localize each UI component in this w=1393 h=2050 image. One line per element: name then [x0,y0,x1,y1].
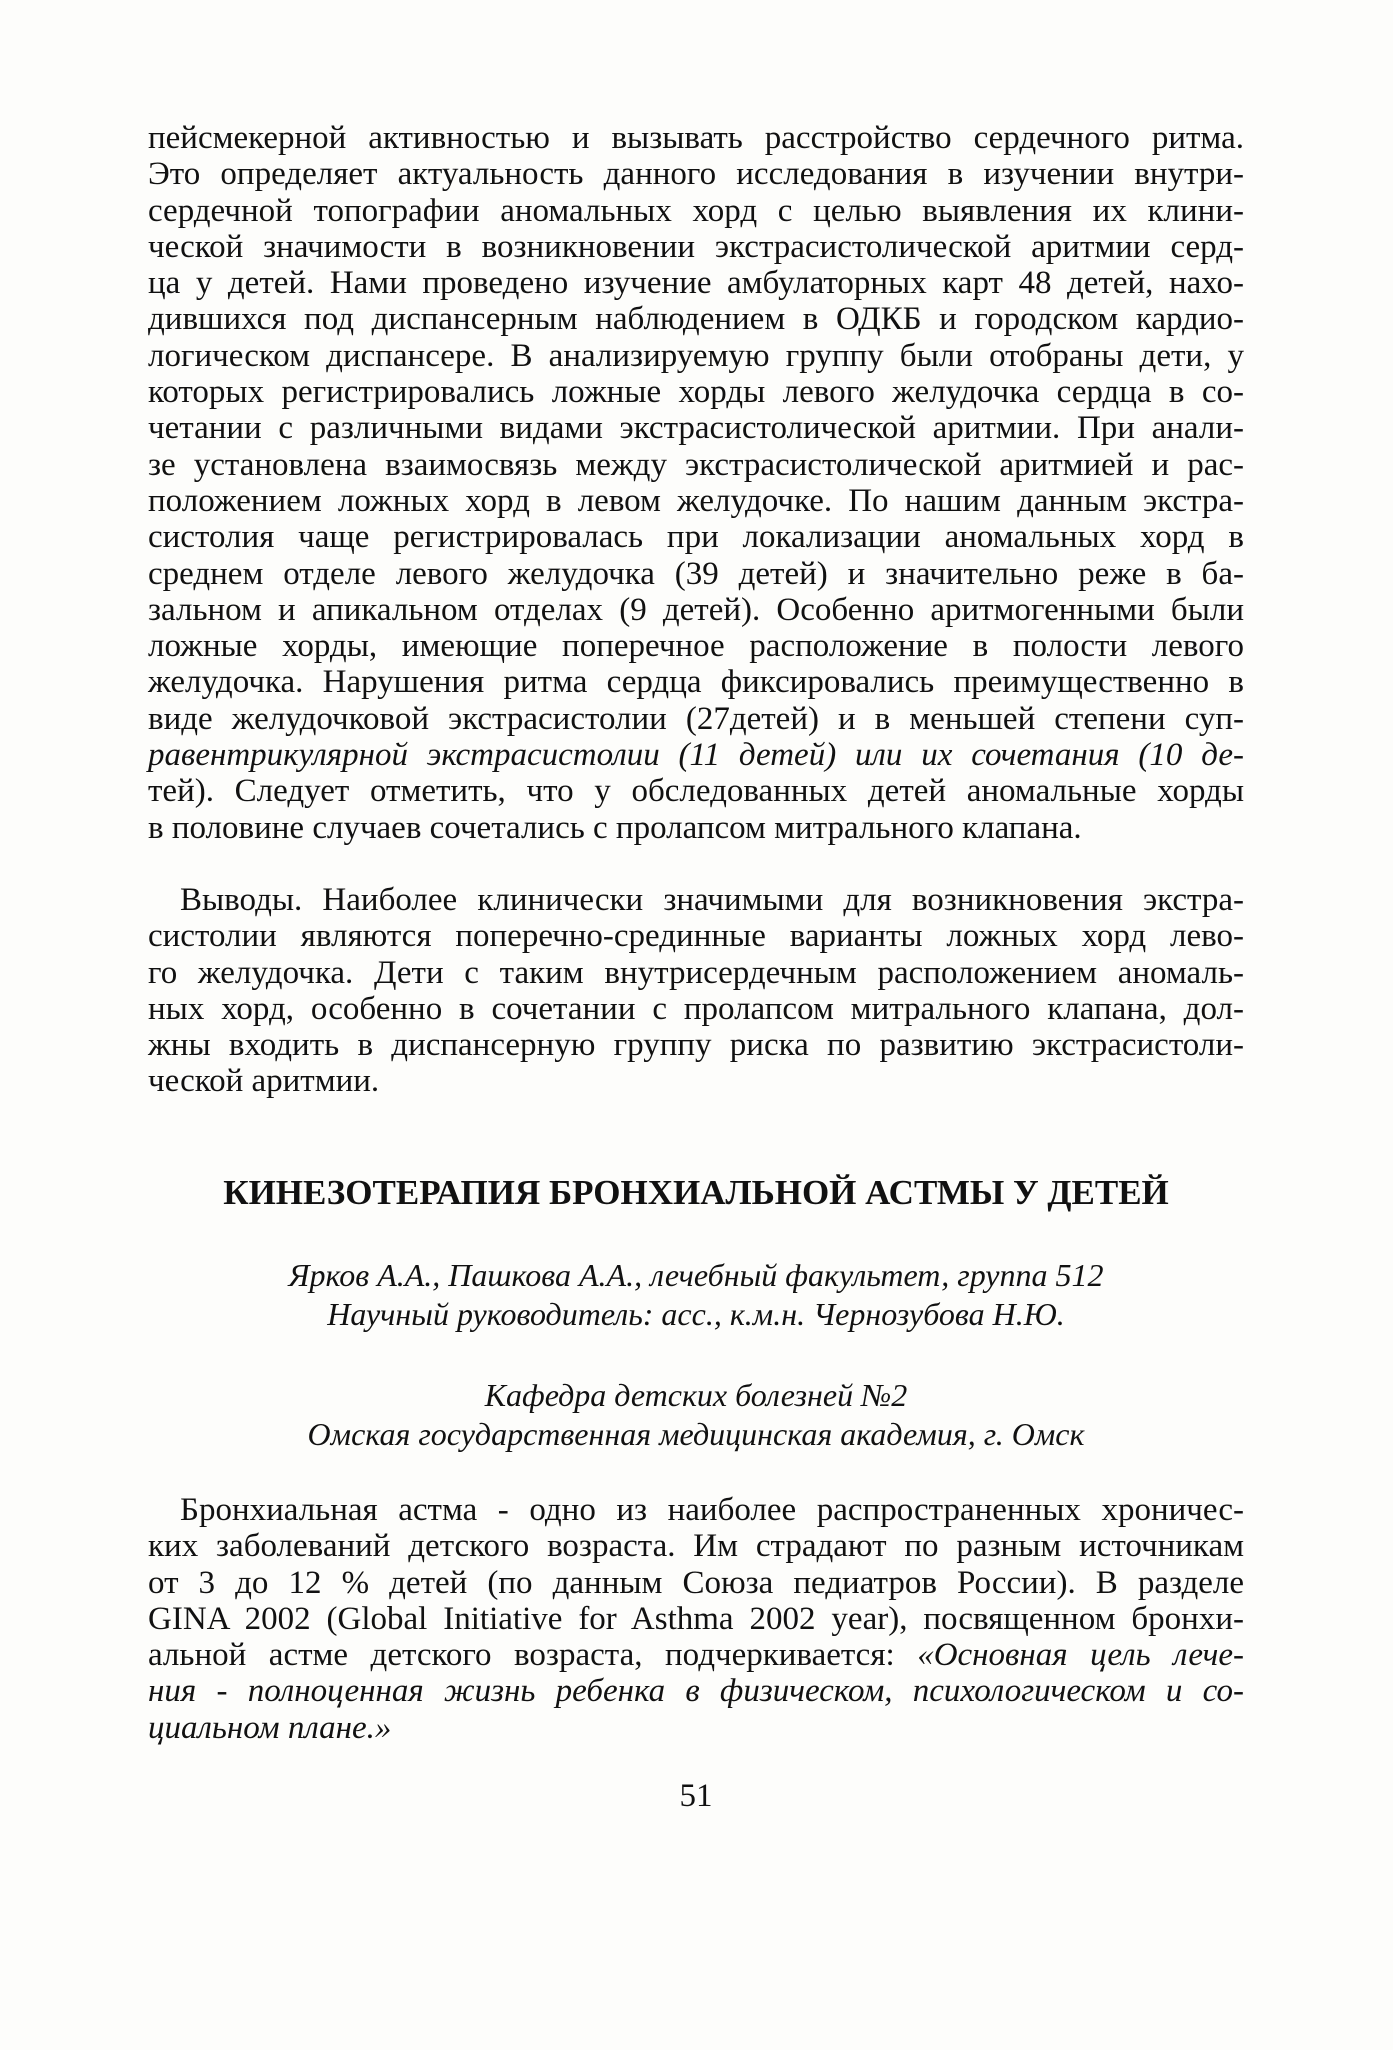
paragraph-asthma-intro [148,1492,1244,1746]
text-line: среднем отделе левого желудочка (39 детей) и значительно реже в ба- [148,555,1244,592]
text-line: виде желудочковой экстрасистолии (27детей) и в меньшей степени суп- [148,700,1244,737]
article-title: КИНЕЗОТЕРАПИЯ БРОНХИАЛЬНОЙ АСТМЫ У ДЕТЕЙ [223,1173,1169,1212]
text-line: пейсмекерной активностью и вызывать расстройство сердечного ритма. [148,120,1244,156]
page-number: 51 [679,1778,713,1814]
text-line: сердечной топографии аномальных хорд с целью выявления их клини- [148,192,1244,229]
text-line-italic: равентрикулярной экстрасистолии (11 детей) или их сочетания (10 де- [148,737,1244,774]
quote-fragment: «Основная цель лече- [917,1637,1244,1674]
text-line: ческой аритмии. [148,1063,380,1100]
paragraph-conclusions [148,882,1244,1100]
text-line: дившихся под диспансерным наблюдением в ОДКБ и городском кардио- [148,301,1244,338]
text-line: ложные хорды, имеющие поперечное расположение в полости левого [148,628,1244,665]
text-line: от 3 до 12 % детей (по данным Союза педиатров России). В разделе [148,1564,1244,1601]
text-line: желудочка. Нарушения ритма сердца фиксировались преимущественно в [148,664,1244,701]
text-line: GINA 2002 (Global Initiative for Asthma 2002 year), посвященном бронхи- [148,1600,1244,1637]
text-line: Это определяет актуальность данного исследования в изучении внутри- [148,156,1244,193]
article-department: Кафедра детских болезней №2 [484,1377,908,1413]
text-line: которых регистрировались ложные хорды левого желудочка сердца в со- [148,374,1244,411]
article-authors: Ярков А.А., Пашкова А.А., лечебный факультет, группа 512 [288,1257,1104,1293]
text-fragment: альной астме детского возраста, подчеркивается: [148,1637,918,1674]
text-line: жны входить в диспансерную группу риска по развитию экстрасистоли- [148,1027,1244,1064]
text-line: логическом диспансере. В анализируемую группу были отобраны дети, у [148,337,1244,374]
text-line: систолия чаще регистрировалась при локализации аномальных хорд в [148,519,1244,556]
text-line: ных хорд, особенно в сочетании с пролапсом митрального клапана, дол- [148,990,1244,1027]
text-line: в половине случаев сочетались с пролапсом митрального клапана. [148,809,1082,846]
text-line-italic: ния - полноценная жизнь ребенка в физическом, психологическом и со- [148,1673,1244,1710]
article-institution: Омская государственная медицинская академия, г. Омск [307,1416,1085,1452]
text-line: го желудочка. Дети с таким внутрисердечным расположением аномаль- [148,954,1244,991]
text-line: тей). Следует отметить, что у обследованных детей аномальные хорды [148,773,1244,810]
text-line-italic: циальном плане.» [148,1709,392,1746]
text-line: зальном и апикальном отделах (9 детей). Особенно аритмогенными были [148,591,1244,628]
text-line: ких заболеваний детского возраста. Им страдают по разным источникам [148,1528,1244,1565]
text-line-mixed [148,1637,1244,1673]
article-supervisor: Научный руководитель: асс., к.м.н. Чернозубова Н.Ю. [327,1296,1065,1332]
text-line: ца у детей. Нами проведено изучение амбулаторных карт 48 детей, нахо- [148,265,1244,302]
text-line: четании с различными видами экстрасистолической аритмии. При анали- [148,410,1244,447]
text-line: положением ложных хорд в левом желудочке. По нашим данным экстра- [148,482,1244,519]
text-line: систолии являются поперечно-срединные варианты ложных хорд лево- [148,918,1244,955]
text-line: зе установлена взаимосвязь между экстрасистолической аритмией и рас- [148,446,1244,483]
text-line: Бронхиальная астма - одно из наиболее распространенных хроничес- [180,1492,1244,1528]
text-line: ческой значимости в возникновении экстрасистолической аритмии серд- [148,228,1244,265]
paragraph-introduction [148,120,1244,846]
text-line: Выводы. Наиболее клинически значимыми для возникновения экстра- [180,882,1244,918]
